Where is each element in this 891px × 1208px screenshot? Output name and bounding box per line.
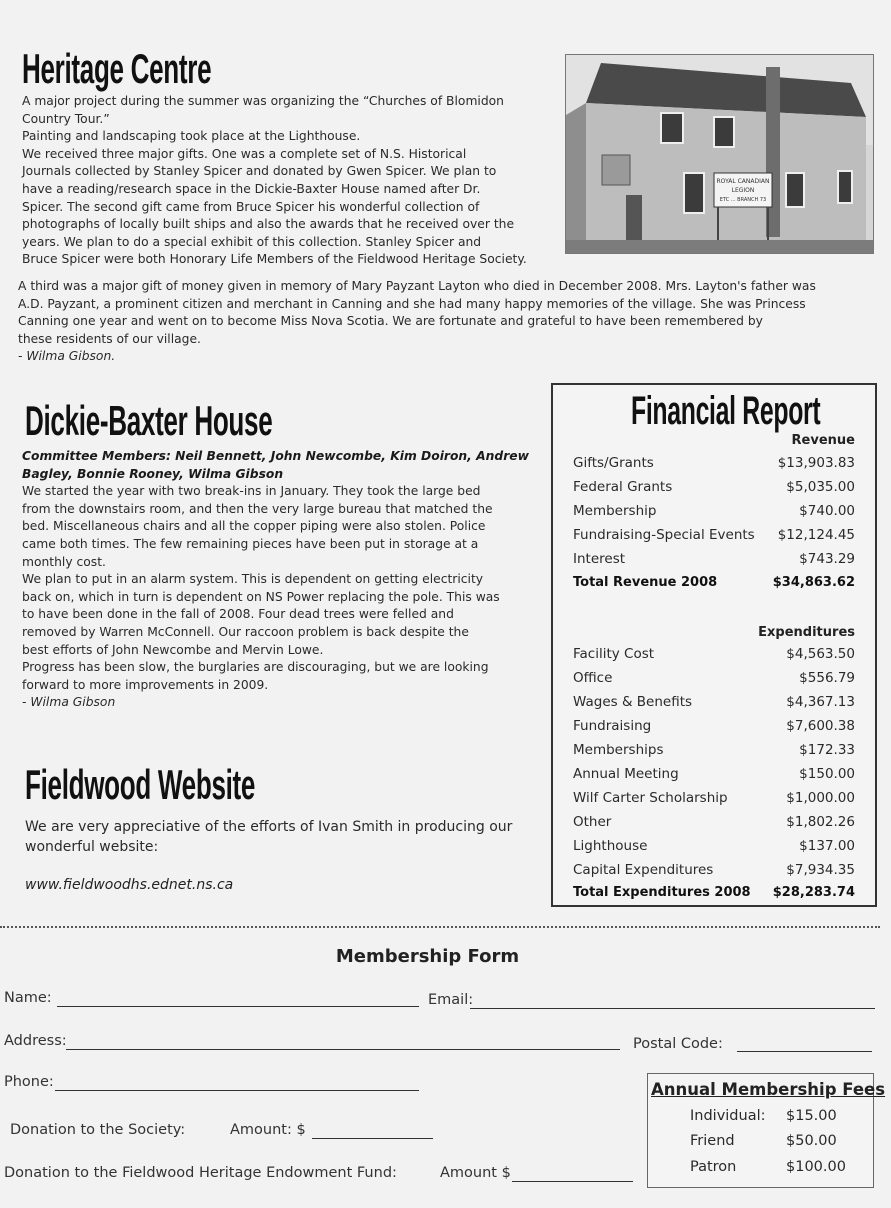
annual-fees-title: Annual Membership Fees — [651, 1080, 886, 1099]
row-value: $5,035.00 — [786, 479, 855, 495]
text-line: Bruce Spicer were both Honorary Life Members of the Fieldwood Heritage Society. — [22, 252, 527, 267]
postal-code-label: Postal Code: — [633, 1036, 723, 1052]
row-label: Wages & Benefits — [573, 694, 693, 710]
text-line: came both times. The few remaining pieces have been put in storage at a — [22, 536, 479, 551]
photo-sign-text: ROYAL CANADIAN — [716, 178, 770, 185]
row-label: Capital Expenditures — [573, 862, 714, 878]
expenditure-row — [573, 694, 855, 714]
fee-name: Patron — [690, 1159, 737, 1175]
text-line: A major project during the summer was organizing the “Churches of Blomidon — [22, 94, 504, 108]
website-url: www.fieldwoodhs.ednet.ns.ca — [25, 877, 234, 893]
dickie-baxter-heading: Dickie-Baxter House — [25, 397, 273, 444]
text-line: Journals collected by Stanley Spicer and donated by Gwen Spicer. We plan to — [22, 164, 497, 179]
row-label: Fundraising — [573, 718, 652, 734]
row-label: Wilf Carter Scholarship — [573, 790, 728, 806]
fee-row — [690, 1108, 860, 1130]
text-line: Country Tour.” — [22, 111, 110, 126]
committee-line: Committee Members: Neil Bennett, John Newcombe, Kim Doiron, Andrew — [22, 449, 529, 463]
endowment-amount-label: Amount $ — [440, 1165, 511, 1181]
heritage-building-photo — [565, 54, 874, 254]
heritage-signature: - Wilma Gibson. — [18, 349, 116, 364]
website-text — [25, 817, 545, 857]
row-label: Gifts/Grants — [573, 455, 654, 471]
cut-line-divider — [0, 926, 880, 928]
annual-fees-box — [647, 1073, 886, 1188]
row-value: $7,600.38 — [786, 718, 855, 734]
row-value: $4,367.13 — [786, 694, 855, 710]
dickie-signature: - Wilma Gibson — [22, 695, 116, 710]
heritage-centre-heading: Heritage Centre — [22, 45, 212, 92]
expenditure-row — [573, 766, 855, 786]
text-line: to have been done in the fall of 2008. Four dead trees were felled and — [22, 607, 454, 622]
row-value: $172.33 — [799, 742, 855, 758]
text-line: wonderful website: — [25, 839, 159, 855]
phone-field[interactable] — [55, 1090, 419, 1091]
text-line: We received three major gifts. One was a complete set of N.S. Historical — [22, 146, 467, 161]
row-label: Memberships — [573, 742, 664, 758]
row-value: $1,000.00 — [786, 790, 855, 806]
text-line: these residents of our village. — [18, 331, 201, 346]
text-line: best efforts of John Newcombe and Mervin Lowe. — [22, 642, 324, 657]
address-field[interactable] — [66, 1049, 620, 1050]
fee-price: $50.00 — [786, 1133, 837, 1149]
text-line: A third was a major gift of money given in memory of Mary Payzant Layton who died in December 2008. Mrs. Layton's father was — [18, 279, 816, 293]
row-label: Office — [573, 670, 613, 686]
text-line: from the downstairs room, and then the very large bureau that matched the — [22, 501, 493, 516]
row-value: $4,563.50 — [786, 646, 855, 662]
row-label: Membership — [573, 503, 657, 519]
name-label: Name: — [4, 990, 52, 1006]
row-label: Facility Cost — [573, 646, 655, 662]
heritage-centre-text — [22, 93, 557, 269]
row-value: $556.79 — [799, 670, 855, 686]
fee-name: Friend — [690, 1133, 735, 1149]
row-label: Fundraising-Special Events — [573, 527, 755, 543]
row-value: $743.29 — [799, 551, 855, 567]
text-line: forward to more improvements in 2009. — [22, 677, 269, 692]
fee-price: $15.00 — [786, 1108, 837, 1124]
text-line: We plan to put in an alarm system. This is dependent on getting electricity — [22, 572, 484, 587]
fee-name: Individual: — [690, 1108, 766, 1124]
row-value: $34,863.62 — [772, 575, 855, 590]
text-line: have a reading/research space in the Dickie-Baxter House named after Dr. — [22, 181, 481, 196]
row-label: Federal Grants — [573, 479, 673, 495]
endowment-amount-field[interactable] — [512, 1181, 633, 1182]
text-line: A.D. Payzant, a prominent citizen and merchant in Canning and she had many happy memories of the village. She was Princess — [18, 296, 806, 311]
row-value: $13,903.83 — [777, 455, 855, 471]
expenditure-row — [573, 646, 855, 666]
row-value: $150.00 — [799, 766, 855, 782]
row-label: Lighthouse — [573, 838, 648, 854]
revenue-total-row — [573, 575, 855, 595]
address-label: Address: — [4, 1033, 67, 1049]
text-line: Canning one year and went on to become Miss Nova Scotia. We are fortunate and grateful to have been remembered by — [18, 314, 763, 329]
row-label: Annual Meeting — [573, 766, 679, 782]
endowment-label: Donation to the Fieldwood Heritage Endowment Fund: — [4, 1165, 397, 1181]
fee-row — [690, 1159, 860, 1181]
revenue-row — [573, 455, 855, 475]
committee-line: Bagley, Bonnie Rooney, Wilma Gibson — [22, 466, 284, 481]
photo-sign-text: LEGION — [731, 187, 755, 194]
heritage-centre-text-continued — [18, 278, 878, 366]
donation-amount-field[interactable] — [312, 1138, 433, 1139]
text-line: Progress has been slow, the burglaries are discouraging, but we are looking — [22, 660, 489, 675]
revenue-row — [573, 527, 855, 547]
revenue-row — [573, 503, 855, 523]
membership-form-title: Membership Form — [335, 946, 520, 967]
revenue-row — [573, 551, 855, 571]
row-value: $137.00 — [799, 838, 855, 854]
fee-price: $100.00 — [786, 1159, 846, 1175]
row-value: $1,802.26 — [786, 814, 855, 830]
expenditures-heading: Expenditures — [758, 625, 855, 640]
phone-label: Phone: — [4, 1074, 54, 1090]
financial-report-heading: Financial Report — [631, 389, 821, 433]
text-line: photographs of locally built ships and also the awards that he received over the — [22, 217, 515, 232]
expenditure-row — [573, 814, 855, 834]
row-label: Total Expenditures 2008 — [573, 885, 751, 900]
row-label: Interest — [573, 551, 626, 567]
expenditure-row — [573, 718, 855, 738]
text-line: bed. Miscellaneous chairs and all the copper piping were also stolen. Police — [22, 519, 486, 534]
donation-amount-label: Amount: $ — [230, 1122, 306, 1138]
expenditure-row — [573, 742, 855, 762]
name-field[interactable] — [57, 1006, 419, 1007]
expenditures-total-row — [573, 885, 855, 905]
text-line: back on, which in turn is dependent on NS Power replacing the pole. This was — [22, 589, 500, 604]
dickie-baxter-text — [22, 448, 542, 712]
expenditure-row — [573, 838, 855, 858]
text-line: removed by Warren McConnell. Our raccoon problem is back despite the — [22, 624, 469, 639]
revenue-heading: Revenue — [791, 433, 855, 448]
expenditure-row — [573, 862, 855, 882]
email-label: Email: — [428, 992, 474, 1008]
financial-report-box — [551, 383, 877, 907]
text-line: monthly cost. — [22, 554, 106, 569]
text-line: We are very appreciative of the efforts of Ivan Smith in producing our — [25, 819, 513, 835]
expenditure-row — [573, 790, 855, 810]
row-value: $28,283.74 — [772, 885, 855, 900]
donation-society-label: Donation to the Society: — [10, 1122, 186, 1138]
text-line: We started the year with two break-ins in January. They took the large bed — [22, 484, 481, 499]
expenditure-row — [573, 670, 855, 690]
text-line: Painting and landscaping took place at the Lighthouse. — [22, 129, 361, 144]
building-illustration — [566, 55, 874, 254]
postal-code-field[interactable] — [737, 1051, 872, 1052]
fee-row — [690, 1133, 860, 1155]
row-label: Total Revenue 2008 — [573, 575, 718, 590]
revenue-row — [573, 479, 855, 499]
photo-sign-text: ETC ... BRANCH 73 — [719, 197, 767, 203]
fieldwood-website-heading: Fieldwood Website — [25, 761, 256, 808]
row-value: $12,124.45 — [777, 527, 855, 543]
row-value: $740.00 — [799, 503, 855, 519]
text-line: years. We plan to do a special exhibit of this collection. Stanley Spicer and — [22, 234, 482, 249]
row-value: $7,934.35 — [786, 862, 855, 878]
email-field[interactable] — [470, 1008, 875, 1009]
row-label: Other — [573, 814, 612, 830]
text-line: Spicer. The second gift came from Bruce Spicer his wonderful collection of — [22, 199, 480, 214]
